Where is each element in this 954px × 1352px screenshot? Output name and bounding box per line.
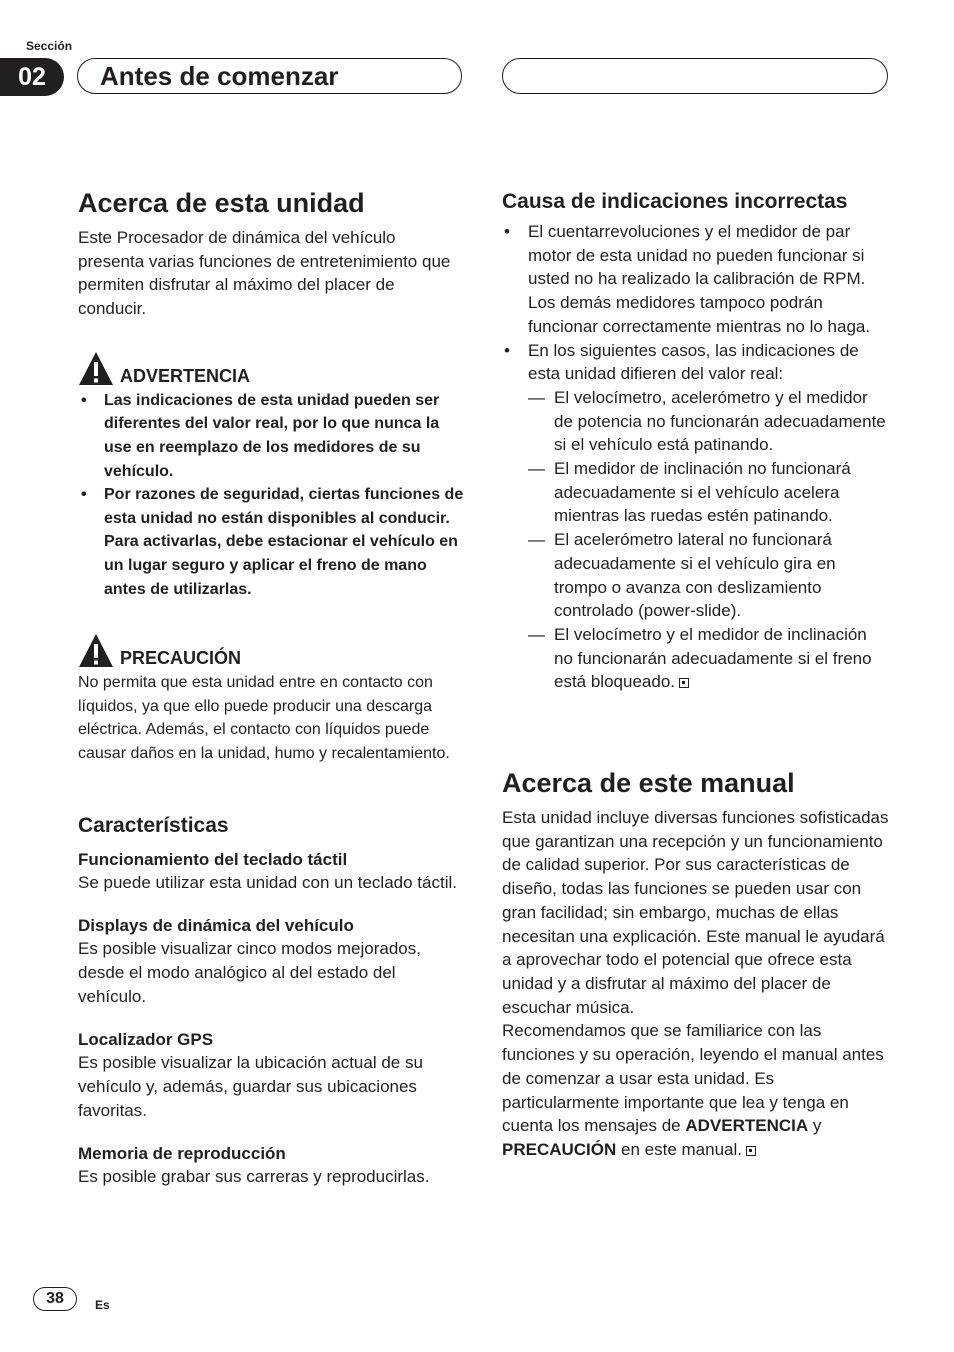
chapter-title (77, 58, 462, 94)
causes-subitem: — El velocímetro, acelerómetro y el medidor de potencia no funcionarán adecuadamente si el vehículo está patinando. (528, 387, 886, 455)
caution-triangle-icon (78, 633, 114, 669)
feature-text: Es posible visualizar la ubicación actual de su vehículo y, además, guardar sus ubicaciones favoritas. (78, 1053, 423, 1120)
warning-header (78, 349, 464, 387)
causes-list (502, 220, 890, 694)
causes-subitem: — El velocímetro y el medidor de inclinación no funcionarán adecuadamente si el freno está bloqueado. (528, 624, 872, 692)
left-column (78, 186, 464, 1189)
feature-text: Es posible visualizar cinco modos mejorados, desde el modo analógico al del estado del vehículo. (78, 939, 421, 1006)
about-manual-para1: Esta unidad incluye diversas funciones sofisticadas que garantizan una recepción y un funcionamiento de calidad superior. Por sus características de diseño, todas las funciones se pueden usar con gran facilidad; sin embargo, muchas de ellas necesitan una explicación. Este manual le ayudará a aprovechar todo el potencial que ofrece esta unidad y a disfrutar al máximo del placer de escuchar música. (502, 808, 889, 1017)
feature-heading: Displays de dinámica del vehículo (78, 916, 354, 936)
feature-heading: Localizador GPS (78, 1030, 214, 1050)
end-mark-icon (679, 678, 689, 688)
warning-list (78, 389, 464, 601)
causes-title: Causa de indicaciones incorrectas (502, 190, 848, 213)
features-title: Características (78, 813, 229, 837)
language-code: Es (95, 1298, 110, 1312)
end-mark-icon (746, 1146, 756, 1156)
precaucion-inline: PRECAUCIÓN (502, 1139, 617, 1159)
warning-item: • Las indicaciones de esta unidad pueden ser diferentes del valor real, por lo que nunca la use en reemplazo de los medidores de su vehículo. (81, 391, 440, 480)
warning-label: ADVERTENCIA (120, 365, 251, 386)
warning-item: • Por razones de seguridad, ciertas funciones de esta unidad no están disponibles al conducir. Para activarlas, debe estacionar el vehículo en un lugar seguro y aplicar el freno de mano antes de utilizarlas. (81, 486, 464, 598)
caution-text: No permita que esta unidad entre en contacto con líquidos, ya que ello puede producir una descarga eléctrica. Además, el contacto con líquidos puede causar daños en la unidad, humo y recalentamiento. (78, 674, 450, 762)
warning-triangle-icon (78, 351, 114, 387)
feature-text: Se puede utilizar esta unidad con un teclado táctil. (78, 872, 457, 892)
section-number-badge: 02 (0, 58, 64, 96)
causes-item: • En los siguientes casos, las indicaciones de esta unidad difieren del valor real: — El velocímetro, acelerómetro y el medidor de potencia no funcionarán adecuadamente si el vehículo está patinando. — El medidor de inclinación no funcionará adecuadamente si el vehículo acelera mientras las ruedas estén patinando. — El acelerómetro lateral no funcionará adecuadamente si el vehículo gira en trompo o avanza con deslizamiento controlado (power-slide). — El velocímetro y el medidor de inclinación no funcionarán adecuadamente si el freno está bloqueado. (502, 339, 890, 695)
caution-label: PRECAUCIÓN (120, 648, 242, 669)
header-empty-pill (502, 58, 888, 94)
causes-subitem: — El acelerómetro lateral no funcionará adecuadamente si el vehículo gira en trompo o avanza con deslizamiento controlado (power-slide). (528, 530, 836, 621)
feature-text: Es posible grabar sus carreras y reproducirlas. (78, 1167, 430, 1187)
causes-subitem: — El medidor de inclinación no funcionará adecuadamente si el vehículo acelera mientras las ruedas estén patinando. (528, 459, 851, 526)
about-manual-title: Acerca de este manual (502, 768, 795, 799)
chapter-title-text: Antes de comenzar (100, 60, 339, 91)
feature-heading: Memoria de reproducción (78, 1144, 286, 1164)
section-label: Sección (26, 39, 73, 53)
about-unit-title: Acerca de esta unidad (78, 188, 365, 218)
caution-header (78, 631, 464, 669)
page-number: 38 (33, 1287, 77, 1311)
feature-heading: Funcionamiento del teclado táctil (78, 849, 348, 869)
causes-item: • El cuentarrevoluciones y el medidor de par motor de esta unidad no pueden funcionar si usted no ha realizado la calibración de RPM. Los demás medidores tampoco podrán funcionar correctamente mientras no lo haga. (504, 222, 871, 336)
about-manual-para2: Recomendamos que se familiarice con las funciones y su operación, leyendo el manual antes de comenzar a usar esta unidad. Es particularmente importante que lea y tenga en cuenta los mensajes de ADVERTENCIA y PRECAUCIÓN en este manual. (502, 1021, 884, 1159)
about-unit-intro: Este Procesador de dinámica del vehículo presenta varias funciones de entretenimiento que permiten disfrutar al máximo del placer de conducir. (78, 228, 451, 319)
advertencia-inline: ADVERTENCIA (685, 1116, 809, 1136)
right-column (502, 186, 890, 1162)
